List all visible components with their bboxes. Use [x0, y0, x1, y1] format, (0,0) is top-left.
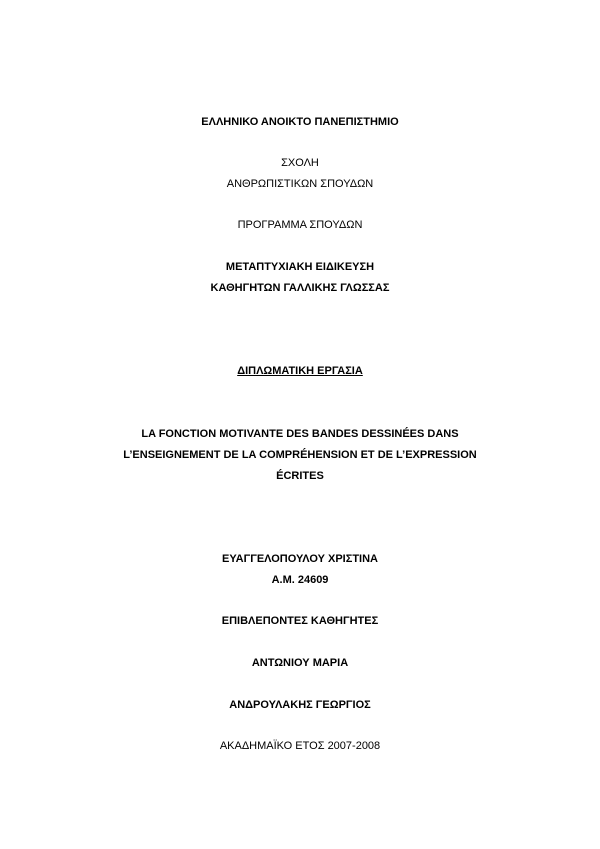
author-name: ΕΥΑΓΓΕΛΟΠΟΥΛΟΥ ΧΡΙΣΤΙΝΑ: [222, 553, 378, 565]
thesis-title-line-1: LA FONCTION MOTIVANTE DES BANDES DESSINÉES DANS: [141, 428, 459, 440]
specialization-line-2: ΚΑΘΗΓΗΤΩΝ ΓΑΛΛΙΚΗΣ ΓΛΩΣΣΑΣ: [210, 282, 390, 294]
university-name: ΕΛΛΗΝΙΚΟ ΑΝΟΙΚΤΟ ΠΑΝΕΠΙΣΤΗΜΙΟ: [201, 116, 399, 128]
supervisors-heading: ΕΠΙΒΛΕΠΟΝΤΕΣ ΚΑΘΗΓΗΤΕΣ: [221, 615, 379, 627]
program-label: ΠΡΟΓΡΑΜΜΑ ΣΠΟΥΔΩΝ: [237, 219, 363, 231]
academic-year: ΑΚΑΔΗΜΑΪΚΟ ΕΤΟΣ 2007-2008: [219, 740, 381, 752]
document-type: ΔΙΠΛΩΜΑΤΙΚΗ ΕΡΓΑΣΙΑ: [237, 365, 363, 377]
supervisor-2: ΑΝΔΡΟΥΛΑΚΗΣ ΓΕΩΡΓΙΟΣ: [229, 699, 371, 711]
thesis-title-line-2: L’ENSEIGNEMENT DE LA COMPRÉHENSION ET DE L’EXPRESSION: [123, 449, 477, 461]
author-registration: Α.Μ. 24609: [271, 574, 329, 586]
school-label: ΣΧΟΛΗ: [281, 157, 319, 169]
school-name: ΑΝΘΡΩΠΙΣΤΙΚΩΝ ΣΠΟΥΔΩΝ: [226, 178, 374, 190]
supervisor-1: ΑΝΤΩΝΙΟΥ ΜΑΡΙΑ: [251, 657, 349, 669]
thesis-title-line-3: ÉCRITES: [276, 470, 324, 482]
specialization-line-1: ΜΕΤΑΠΤΥΧΙΑΚΗ ΕΙΔΙΚΕΥΣΗ: [225, 261, 375, 273]
